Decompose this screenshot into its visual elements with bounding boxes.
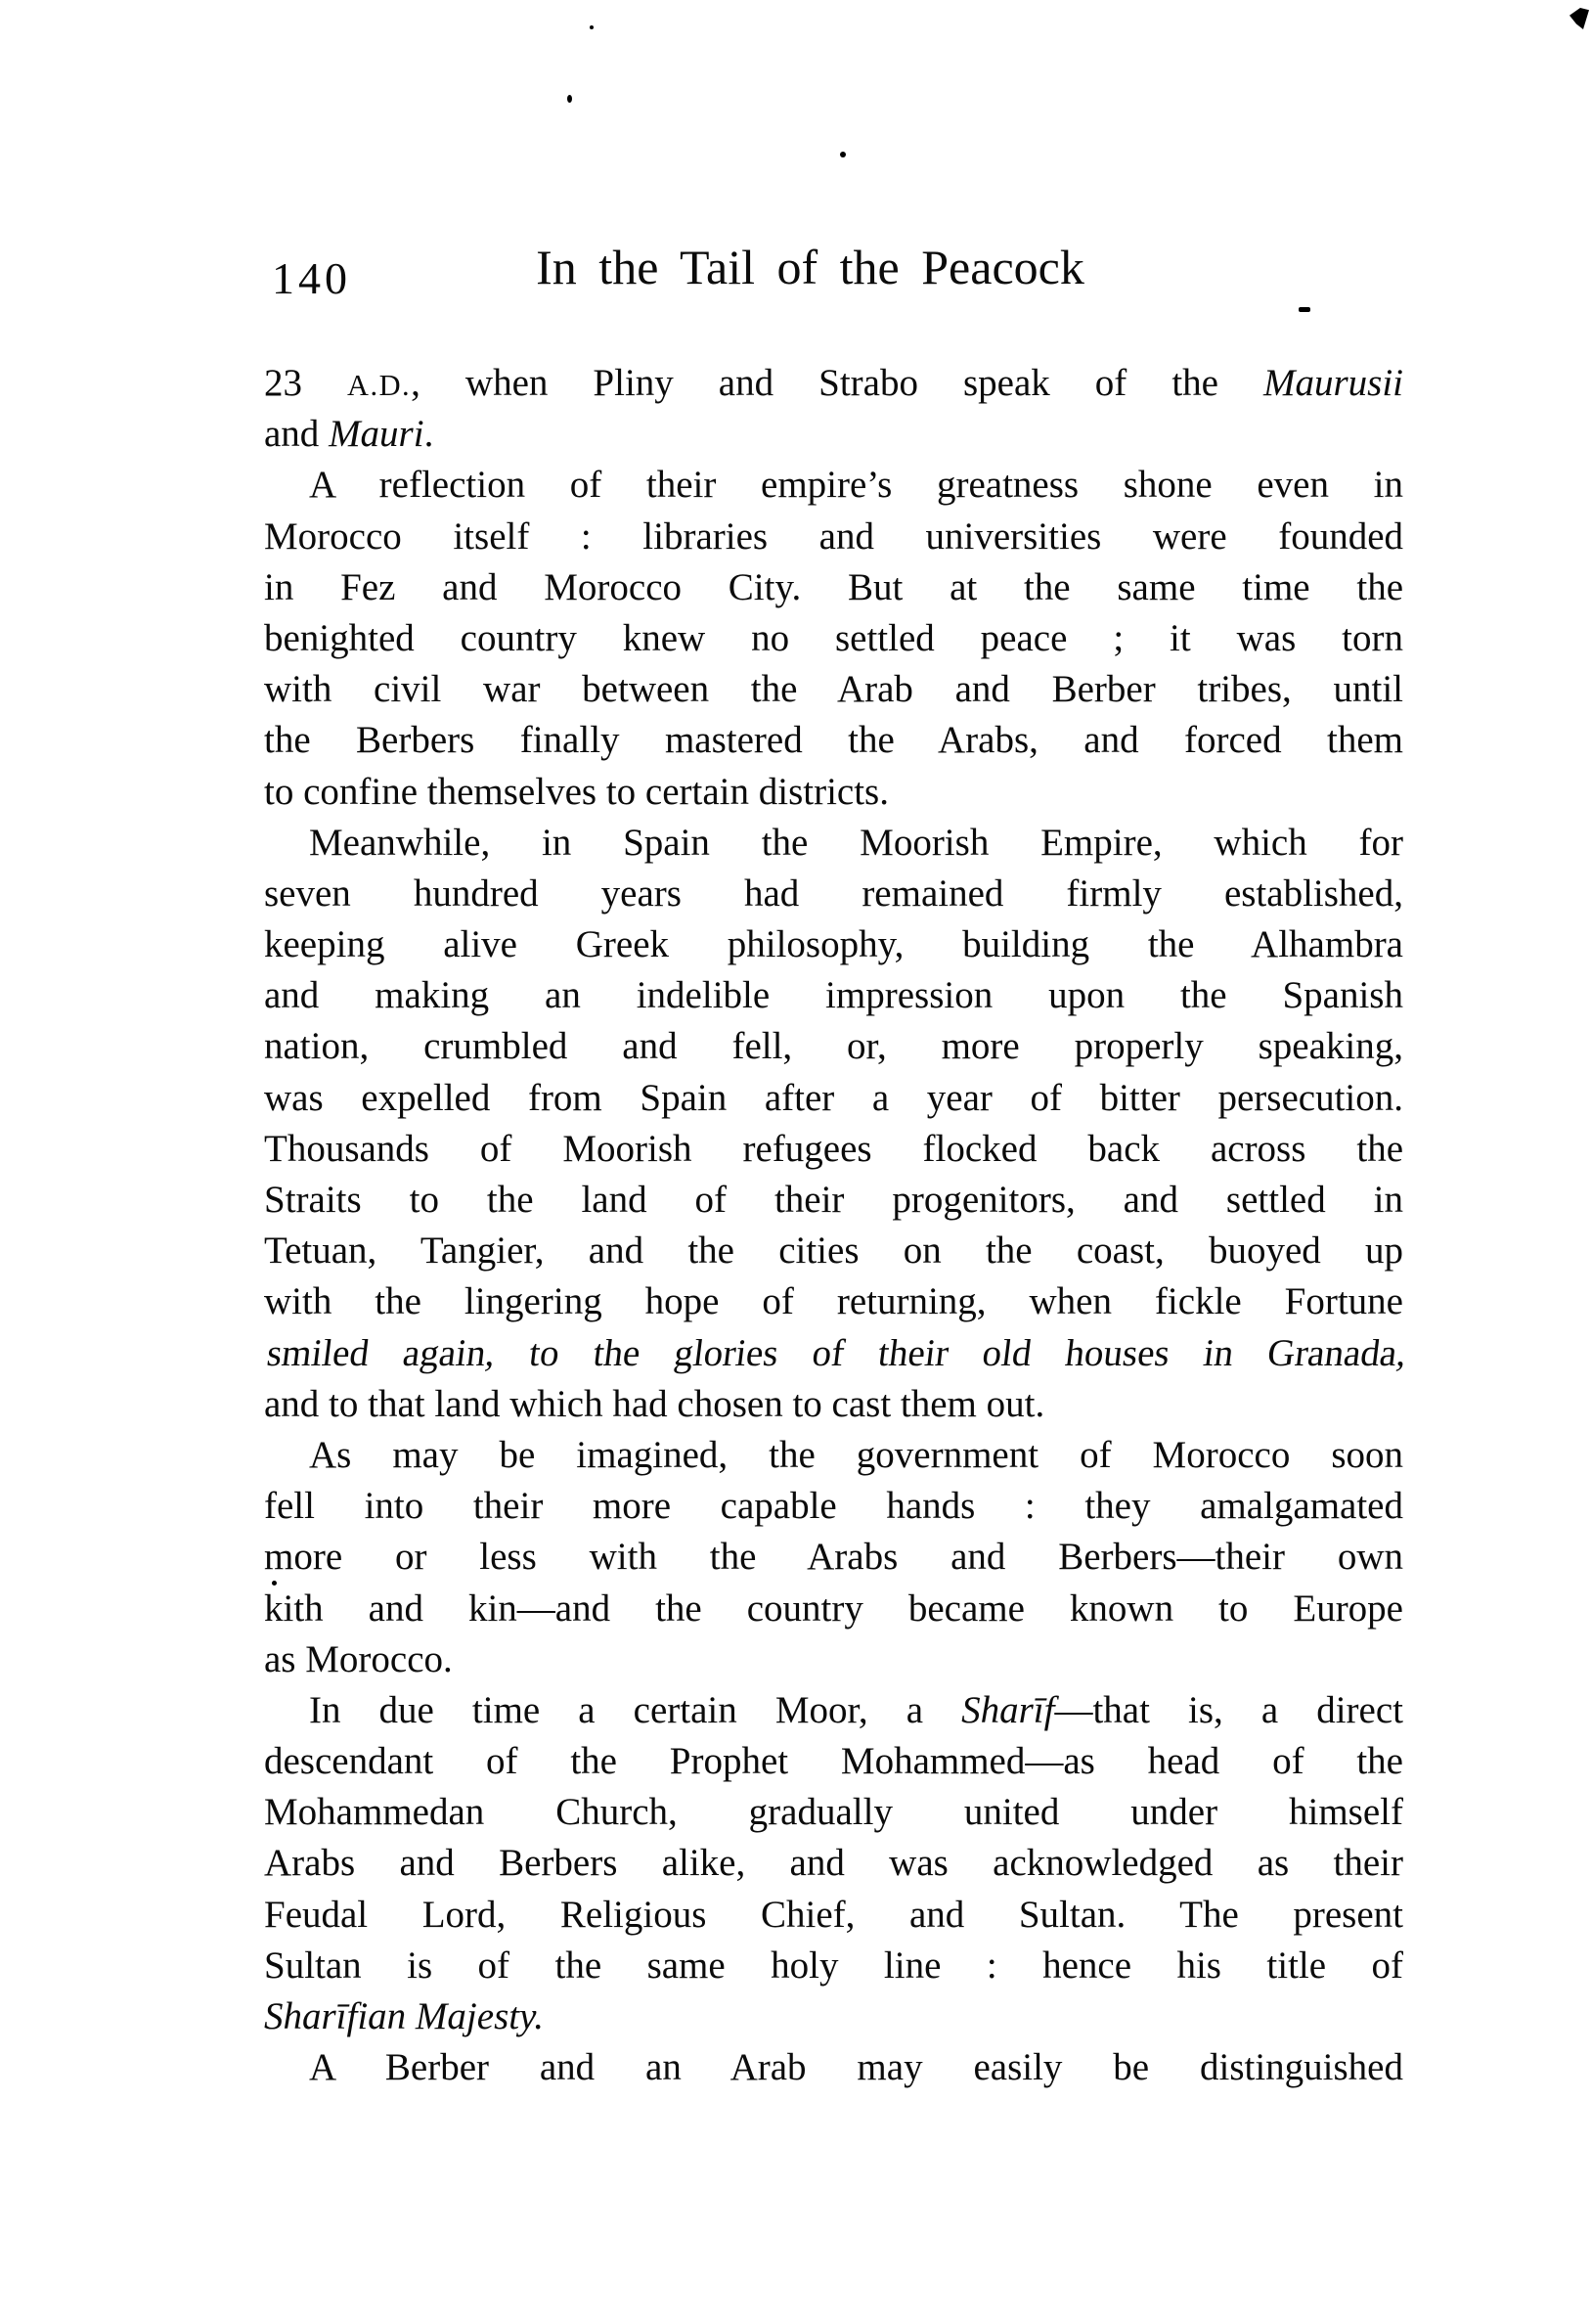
text-line: [264, 2042, 1403, 2093]
text-segment: In due time a certain Moor, a: [309, 1688, 962, 1731]
text-line: [264, 1685, 1403, 1736]
ink-speck: [840, 152, 846, 157]
text-line: [264, 1276, 1403, 1327]
text-segment: with the lingering hope of returning, when fickle Fortune: [264, 1280, 1403, 1323]
text-segment: Tetuan, Tangier, and the cities on the coast, buoyed up: [264, 1229, 1403, 1273]
ink-speck: [1569, 8, 1589, 29]
text-segment: Sultan is of the same holy line : hence his title of: [264, 1944, 1403, 1987]
text-segment: benighted country knew no settled peace ; it was torn: [264, 616, 1403, 659]
text-segment: more or less with the Arabs and Berbers—their own: [264, 1536, 1403, 1579]
text-line: [264, 512, 1403, 562]
text-line: [264, 715, 1403, 766]
ink-speck: [1299, 307, 1310, 312]
text-segment: keeping alive Greek philosophy, building the Alhambra: [264, 923, 1403, 966]
text-line: [264, 1073, 1403, 1124]
text-segment: nation, crumbled and fell, or, more properly speaking,: [264, 1025, 1403, 1068]
running-title: In the Tail of the Peacock: [536, 240, 1084, 294]
text-line: [264, 1379, 1403, 1430]
text-segment: smiled again, to the glories of their old houses in Granada,: [264, 1331, 1409, 1374]
text-line: [264, 1532, 1403, 1583]
text-line: [264, 1890, 1403, 1941]
text-segment: kith and kin—and the country became known to Europe: [264, 1587, 1403, 1630]
text-segment: in Fez and Morocco City. But at the same time the: [264, 565, 1403, 608]
italic-text: Maurusii: [1263, 362, 1404, 404]
text-segment: Arabs and Berbers alike, and was acknowledged as their: [264, 1842, 1403, 1885]
text-line: [264, 1991, 1403, 2042]
text-line: [264, 1941, 1403, 1991]
text-line: [264, 1584, 1403, 1634]
text-line: [264, 664, 1403, 715]
text-line: [264, 970, 1403, 1021]
text-line: [264, 613, 1403, 664]
text-segment: and making an indelible impression upon the Spanish: [264, 974, 1403, 1017]
text-segment: A Berber and an Arab may easily be distinguished: [309, 2046, 1403, 2089]
text-segment: as Morocco.: [264, 1637, 453, 1680]
text-line: [264, 1226, 1403, 1276]
text-line: [264, 818, 1403, 869]
text-segment: seven hundred years had remained firmly established,: [264, 872, 1403, 915]
text-line: [264, 1736, 1403, 1787]
text-segment: , when Pliny and Strabo speak of the: [411, 362, 1263, 404]
text-segment: fell into their more capable hands : they amalgamated: [264, 1485, 1403, 1528]
text-segment: Straits to the land of their progenitors, and settled in: [264, 1179, 1403, 1221]
text-segment: —that is, a direct: [1054, 1688, 1403, 1731]
text-line: [264, 919, 1403, 970]
ink-speck: [272, 1581, 277, 1586]
text-line: [264, 409, 1403, 460]
text-line: [264, 1481, 1403, 1532]
text-segment: to confine themselves to certain districts.: [264, 770, 889, 813]
text-block: [264, 358, 1409, 2093]
text-line: [264, 1175, 1403, 1226]
text-line: [264, 1124, 1403, 1175]
smallcaps-text: A.D.: [347, 369, 412, 402]
text-segment: Mohammedan Church, gradually united under himself: [264, 1791, 1403, 1834]
text-segment: descendant of the Prophet Mohammed—as head of the: [264, 1740, 1403, 1783]
text-segment: the Berbers finally mastered the Arabs, and forced them: [264, 719, 1403, 762]
text-segment: Feudal Lord, Religious Chief, and Sultan. The present: [264, 1893, 1403, 1936]
text-segment: Meanwhile, in Spain the Moorish Empire, which for: [309, 821, 1403, 864]
text-line: [264, 1634, 1403, 1685]
text-segment: and: [264, 413, 330, 456]
text-line: [264, 562, 1403, 613]
page-number: 140: [272, 253, 351, 303]
text-line: [264, 460, 1403, 511]
text-segment: Thousands of Moorish refugees flocked back across the: [264, 1127, 1403, 1170]
text-segment: A reflection of their empire’s greatness shone even in: [309, 464, 1403, 507]
text-segment: and to that land which had chosen to cast them out.: [264, 1382, 1045, 1425]
italic-text: Sharīf: [961, 1688, 1055, 1731]
text-line: [264, 358, 1403, 409]
text-segment: As may be imagined, the government of Morocco soon: [309, 1433, 1403, 1476]
text-line: [264, 1430, 1403, 1481]
italic-text: Mauri: [329, 413, 424, 456]
text-segment: Morocco itself : libraries and universities were founded: [264, 514, 1403, 558]
text-segment: with civil war between the Arab and Berber tribes, until: [264, 668, 1403, 711]
ink-speck: [590, 25, 594, 29]
text-segment: .: [423, 413, 434, 456]
text-line: [264, 869, 1403, 919]
text-line: [264, 1021, 1403, 1072]
text-segment: was expelled from Spain after a year of bitter persecution.: [264, 1076, 1403, 1119]
italic-text: Sharīfian Majesty.: [264, 1995, 544, 2037]
ink-speck: [567, 95, 572, 103]
text-segment: 23: [264, 362, 348, 404]
text-line: [264, 1787, 1403, 1838]
text-line: [264, 767, 1403, 818]
text-line: [264, 1838, 1403, 1889]
text-line: [264, 1328, 1409, 1379]
